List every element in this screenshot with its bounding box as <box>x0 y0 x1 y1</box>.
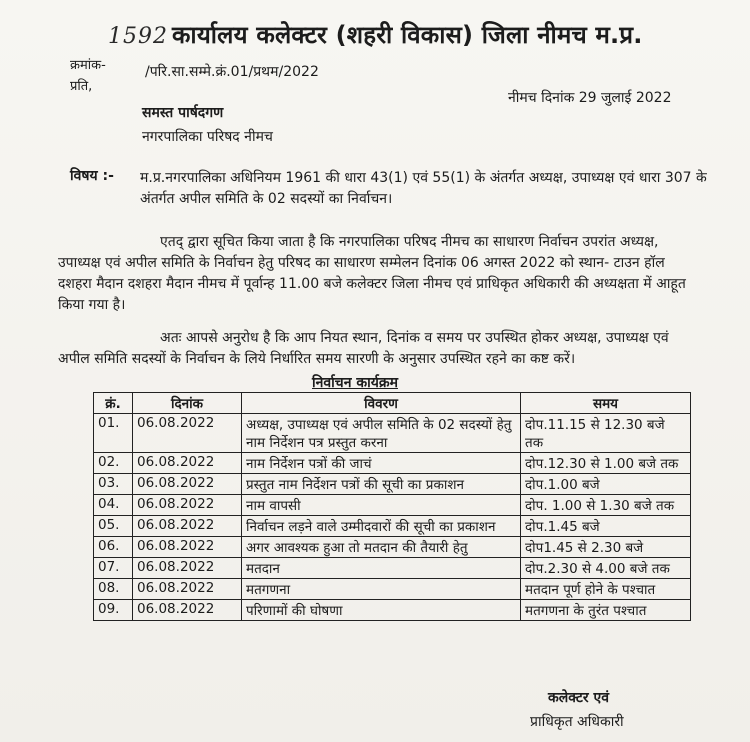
subject-line1: म.प्र.नगरपालिका अधिनियम 1961 की धारा 43(1) एवं 55(1) के अंतर्गत अध्यक्ष, उपाध्यक्ष एवं धारा 307 के <box>140 170 707 186</box>
row-no: 07. <box>94 558 133 579</box>
table-row <box>94 579 691 600</box>
row-date: 06.08.2022 <box>133 453 242 474</box>
row-desc: प्रस्तुत नाम निर्देशन पत्रों की सूची का प्रकाशन <box>242 474 521 495</box>
office-title: कार्यालय कलेक्टर (शहरी विकास) जिला नीमच म.प्र. <box>172 21 643 49</box>
table-row <box>94 414 691 453</box>
table-header-row <box>94 393 691 414</box>
row-no: 04. <box>94 495 133 516</box>
row-date: 06.08.2022 <box>133 537 242 558</box>
row-time: दोप.11.15 से 12.30 बजे तक <box>521 414 691 453</box>
row-time: दोप.12.30 से 1.00 बजे तक <box>521 453 691 474</box>
table-row <box>94 600 691 621</box>
place-date: नीमच दिनांक 29 जुलाई 2022 <box>508 90 672 106</box>
table-row <box>94 537 691 558</box>
table-row <box>94 516 691 537</box>
para1-line4: किया गया है। <box>58 297 126 313</box>
row-desc: अगर आवश्यक हुआ तो मतदान की तैयारी हेतु <box>242 537 521 558</box>
col-header-time: समय <box>521 393 691 414</box>
col-header-desc: विवरण <box>242 393 521 414</box>
signature-line1: कलेक्टर एवं <box>548 690 610 706</box>
row-desc: निर्वाचन लड़ने वाले उम्मीदवारों की सूची का प्रकाशन <box>242 516 521 537</box>
row-time: दोप. 1.00 से 1.30 बजे तक <box>521 495 691 516</box>
para2-line2: अपील समिति सदस्यों के निर्वाचन के लिये निर्धारित समय सारणी के अनुसार उपस्थित रहने का कष्ट करें। <box>58 351 576 367</box>
row-date: 06.08.2022 <box>133 516 242 537</box>
row-date: 06.08.2022 <box>133 579 242 600</box>
row-time: मतदान पूर्ण होने के पश्चात <box>521 579 691 600</box>
row-time: दोप.1.00 बजे <box>521 474 691 495</box>
row-date: 06.08.2022 <box>133 558 242 579</box>
row-no: 01. <box>94 414 133 453</box>
row-desc: परिणामों की घोषणा <box>242 600 521 621</box>
subject-label: विषय :- <box>70 168 114 184</box>
table-row <box>94 558 691 579</box>
row-desc: अध्यक्ष, उपाध्यक्ष एवं अपील समिति के 02 सदस्यों हेतु नाम निर्देशन पत्र प्रस्तुत करना <box>242 414 521 453</box>
col-header-date: दिनांक <box>133 393 242 414</box>
recipient-line2: नगरपालिका परिषद नीमच <box>142 129 273 145</box>
recipient-line1: समस्त पार्षदगण <box>142 105 224 121</box>
row-no: 09. <box>94 600 133 621</box>
row-date: 06.08.2022 <box>133 414 242 453</box>
row-desc: नाम निर्देशन पत्रों की जाचं <box>242 453 521 474</box>
row-desc: मतदान <box>242 558 521 579</box>
schedule-heading: निर्वाचन कार्यक्रम <box>312 375 398 391</box>
subject-line2: अंतर्गत अपील समिति के 02 सदस्यों का निर्वाचन। <box>140 191 393 207</box>
col-header-no: क्रं. <box>94 393 133 414</box>
table-row <box>94 495 691 516</box>
para2-line1: अतः आपसे अनुरोध है कि आप नियत स्थान, दिनांक व समय पर उपस्थित होकर अध्यक्ष, उपाध्यक्ष एवं <box>160 330 669 346</box>
row-desc: नाम वापसी <box>242 495 521 516</box>
row-no: 06. <box>94 537 133 558</box>
row-date: 06.08.2022 <box>133 495 242 516</box>
table-row <box>94 453 691 474</box>
row-time: मतगणना के तुरंत पश्चात <box>521 600 691 621</box>
row-time: दोप1.45 से 2.30 बजे <box>521 537 691 558</box>
para1-line1: एतद् द्वारा सूचित किया जाता है कि नगरपालिका परिषद नीमच का साधारण निर्वाचन उपरांत अध्यक्ष, <box>160 234 659 250</box>
kramank-label: क्रमांक- <box>70 58 106 73</box>
row-desc: मतगणना <box>242 579 521 600</box>
row-no: 03. <box>94 474 133 495</box>
para1-line2: उपाध्यक्ष एवं अपील समिति के निर्वाचन हेतु परिषद का साधारण सम्मेलन दिनांक 06 अगस्त 2022 को स्थान- टाउन हॉल <box>58 255 665 271</box>
row-no: 02. <box>94 453 133 474</box>
table-row <box>94 474 691 495</box>
prati-label: प्रति, <box>70 79 93 94</box>
reference-number: /परि.सा.सम्मे.क्रं.01/प्रथम/2022 <box>145 64 319 80</box>
handwritten-number: 1592 <box>108 24 168 49</box>
schedule-table <box>93 392 691 621</box>
row-no: 08. <box>94 579 133 600</box>
row-time: दोप.1.45 बजे <box>521 516 691 537</box>
signature-line2: प्राधिकृत अधिकारी <box>530 714 624 730</box>
row-date: 06.08.2022 <box>133 600 242 621</box>
row-date: 06.08.2022 <box>133 474 242 495</box>
para1-line3: दशहरा मैदान दशहरा मैदान नीमच में पूर्वान्ह 11.00 बजे कलेक्टर जिला नीमच एवं प्राधिकृत अधिकारी की अध्यक्षता में आहूत <box>58 276 686 292</box>
row-time: दोप.2.30 से 4.00 बजे तक <box>521 558 691 579</box>
row-no: 05. <box>94 516 133 537</box>
